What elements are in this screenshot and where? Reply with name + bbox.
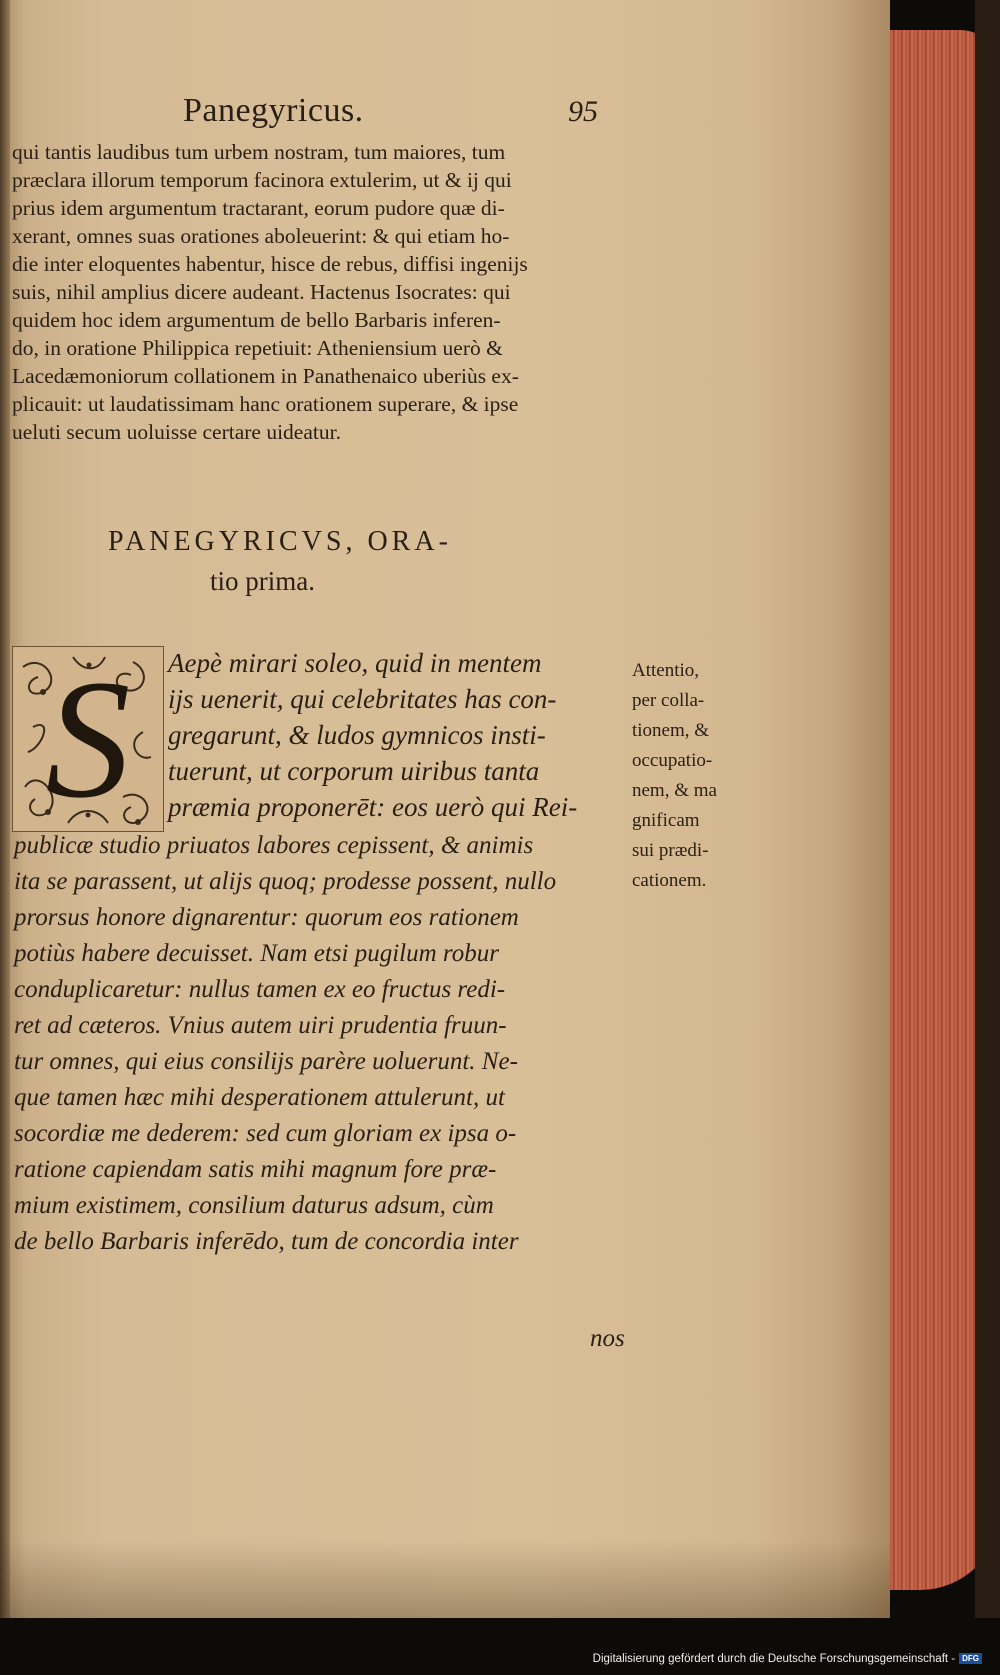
margin-note-line: tionem, &	[632, 720, 710, 741]
margin-note-line: Attentio,	[632, 660, 700, 681]
body-line: publicæ studio priuatos labores cepissent, & animis	[14, 832, 534, 859]
intro-line: quidem hoc idem argumentum de bello Barbaris inferen-	[12, 308, 501, 332]
body-line: ijs uenerit, qui celebritates has con-	[168, 684, 557, 714]
digitization-attribution	[593, 1653, 982, 1665]
running-title: Panegyricus.	[183, 92, 364, 129]
body-line: prorsus honore dignarentur: quorum eos rationem	[14, 904, 519, 931]
body-line: tur omnes, qui eius consilijs parère uoluerunt. Ne-	[14, 1048, 518, 1075]
body-line: mium existimem, consilium daturus adsum, cùm	[14, 1192, 494, 1219]
intro-line: do, in oratione Philippica repetiuit: Atheniensium uerò &	[12, 336, 503, 360]
body-line: ratione capiendam satis mihi magnum fore præ-	[14, 1156, 497, 1183]
intro-line: ueluti secum uoluisse certare uideatur.	[12, 420, 341, 444]
intro-line: xerant, omnes suas orationes aboleuerint: & qui etiam ho-	[12, 224, 510, 248]
body-line: de bello Barbaris inferēdo, tum de concordia inter	[14, 1228, 519, 1255]
book-cover-edge	[975, 0, 1000, 1618]
body-line: socordiæ me dederem: sed cum gloriam ex ipsa o-	[14, 1120, 517, 1147]
body-line: que tamen hæc mihi desperationem attulerunt, ut	[14, 1084, 505, 1111]
margin-note-line: per colla-	[632, 690, 705, 711]
margin-note-line: gnificam	[632, 810, 700, 831]
body-line: conduplicaretur: nullus tamen ex eo fructus redi-	[14, 976, 506, 1003]
initial-letter: S	[45, 645, 131, 833]
attribution-text: Digitalisierung gefördert durch die Deutsche Forschungsgemeinschaft -	[592, 1653, 956, 1665]
catchword: nos	[590, 1325, 625, 1352]
body-line: gregarunt, & ludos gymnicos insti-	[168, 720, 546, 750]
margin-note-line: sui prædi-	[632, 840, 709, 861]
decorated-initial-s	[12, 646, 164, 832]
margin-note-line: occupatio-	[632, 750, 713, 771]
body-line: præmia proponerēt: eos uerò qui Rei-	[168, 792, 578, 822]
page-gutter-shadow	[0, 0, 10, 1618]
body-line: potiùs habere decuisset. Nam etsi pugilum robur	[14, 940, 499, 967]
intro-line: plicauit: ut laudatissimam hanc orationem superare, & ipse	[12, 392, 519, 416]
page-bottom-shadow	[0, 1540, 890, 1618]
margin-note-line: cationem.	[632, 870, 707, 891]
body-line: tuerunt, ut corporum uiribus tanta	[168, 756, 540, 786]
page-number: 95	[568, 95, 598, 128]
dfg-logo: DFG	[959, 1653, 982, 1664]
intro-line: qui tantis laudibus tum urbem nostram, tum maiores, tum	[12, 140, 506, 164]
intro-line: prius idem argumentum tractarant, eorum pudore quæ di-	[12, 196, 505, 220]
body-line: Aepè mirari soleo, quid in mentem	[168, 648, 542, 678]
body-line: ita se parassent, ut alijs quoq; prodesse possent, nullo	[14, 868, 557, 895]
intro-line: die inter eloquentes habentur, hisce de rebus, diffisi ingenijs	[12, 252, 528, 276]
margin-note-line: nem, & ma	[632, 780, 717, 801]
intro-line: Lacedæmoniorum collationem in Panathenaico uberiùs ex-	[12, 364, 519, 388]
oration-heading-continued: tio prima.	[210, 566, 315, 596]
intro-line: suis, nihil amplius dicere audeant. Hactenus Isocrates: qui	[12, 280, 511, 304]
body-line: ret ad cæteros. Vnius autem uiri prudentia fruun-	[14, 1012, 507, 1039]
oration-heading: PANEGYRICVS, ORA-	[108, 526, 452, 557]
intro-line: præclara illorum temporum facinora extulerim, ut & ij qui	[12, 168, 512, 192]
